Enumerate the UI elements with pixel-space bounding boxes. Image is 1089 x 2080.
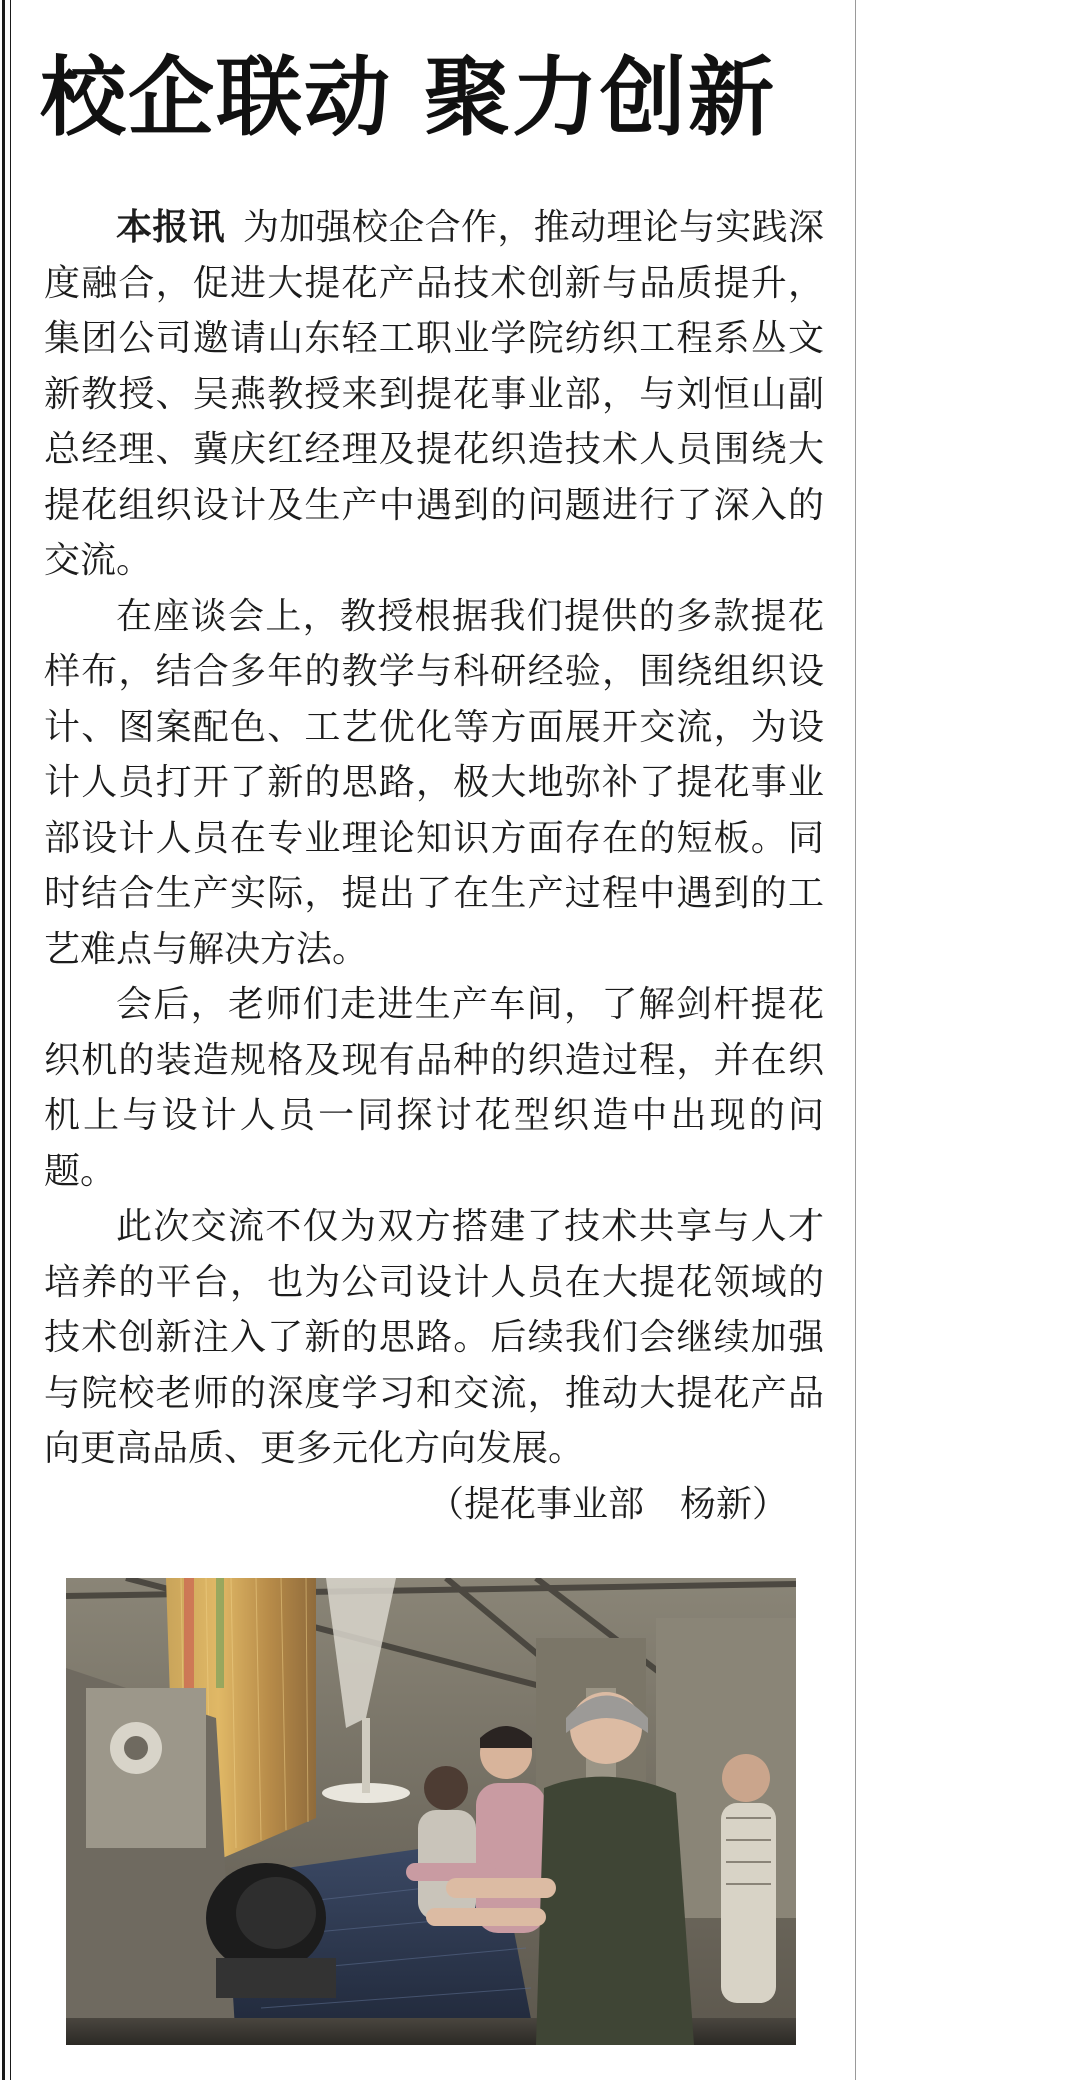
left-border-thin xyxy=(10,0,11,2080)
column-divider xyxy=(855,0,856,2080)
byline: （提花事业部 杨新） xyxy=(427,1483,788,1525)
paragraph-1-text: 为加强校企合作，推动理论与实践深度融合，促进大提花产品技术创新与品质提升，集团公司邀请山东轻工职业学院纺织工程系丛文新教授、吴燕教授来到提花事业部，与刘恒山副总经理、冀庆红经理及提花织造技术人员围绕大提花组织设计及生产中遇到的问题进行了深入的交流。 xyxy=(44,207,824,581)
article-body xyxy=(44,200,824,1532)
left-border-thick xyxy=(2,0,5,2080)
paragraph-3: 会后，老师们走进生产车间，了解剑杆提花织机的装造规格及现有品种的织造过程，并在织机上与设计人员一同探讨花型织造中出现的问题。 xyxy=(44,984,824,1192)
lead-tag: 本报讯 xyxy=(116,207,225,248)
paragraph-2: 在座谈会上，教授根据我们提供的多款提花样布，结合多年的教学与科研经验，围绕组织设计、图案配色、工艺优化等方面展开交流，为设计人员打开了新的思路，极大地弥补了提花事业部设计人员在专业理论知识方面存在的短板。同时结合生产实际，提出了在生产过程中遇到的工艺难点与解决方法。 xyxy=(44,595,824,970)
weaving-workshop-photo xyxy=(66,1578,796,2045)
headline: 校企联动 聚力创新 xyxy=(40,47,776,148)
paragraph-1 xyxy=(44,200,824,589)
paragraph-4 xyxy=(44,1199,824,1525)
paragraph-4-text: 此次交流不仅为双方搭建了技术共享与人才培养的平台，也为公司设计人员在大提花领域的技术创新注入了新的思路。后续我们会继续加强与院校老师的深度学习和交流，推动大提花产品向更高品质、更多元化方向发展。 xyxy=(44,1206,824,1469)
photo-illustration xyxy=(66,1578,796,2045)
